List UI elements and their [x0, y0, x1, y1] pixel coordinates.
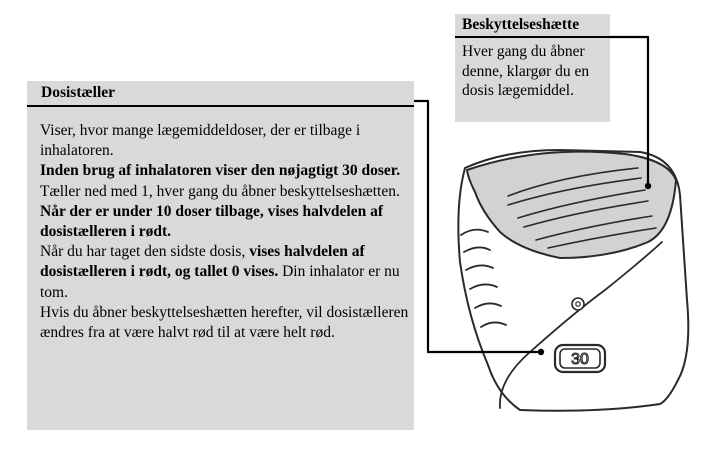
leader-endpoint-protective-cap — [645, 183, 651, 189]
protective-cap-description: Hver gang du åbner denne, klargør du en dosis lægemiddel. — [462, 43, 590, 99]
dose-counter-p5: Når du har taget den sidste dosis, vises halvdelen af dosistælleren i rødt, og tallet 0 vises. Din inhalator er nu tom. — [40, 243, 400, 301]
protective-cap-title: Beskyttelseshætte — [455, 14, 610, 38]
dose-counter-description — [27, 107, 414, 343]
dose-counter-p1: Viser, hvor mange lægemiddeldoser, der er tilbage i inhalatoren. — [40, 122, 361, 160]
dose-counter-p6: Hvis du åbner beskyttelseshætten herefter, vil dosistælleren ændres fra at være halvt rød til at være helt rød. — [40, 303, 409, 342]
dose-counter-p4: Når der er under 10 doser tilbage, vises halvdelen af dosistælleren i rødt. — [40, 202, 384, 241]
dose-counter-value: 30 — [571, 351, 589, 368]
dose-counter-title: Dosistæller — [27, 81, 414, 107]
dose-counter-p3: Tæller ned med 1, hver gang du åbner beskyttelseshætten. — [40, 182, 400, 200]
dose-counter-p2: Inden brug af inhalatoren viser den nøjagtigt 30 doser. — [40, 162, 401, 180]
dose-counter-callout — [27, 81, 414, 430]
indicator-dot — [572, 298, 584, 310]
protective-cap-callout — [455, 14, 610, 122]
leader-endpoint-dose-counter — [538, 349, 544, 355]
